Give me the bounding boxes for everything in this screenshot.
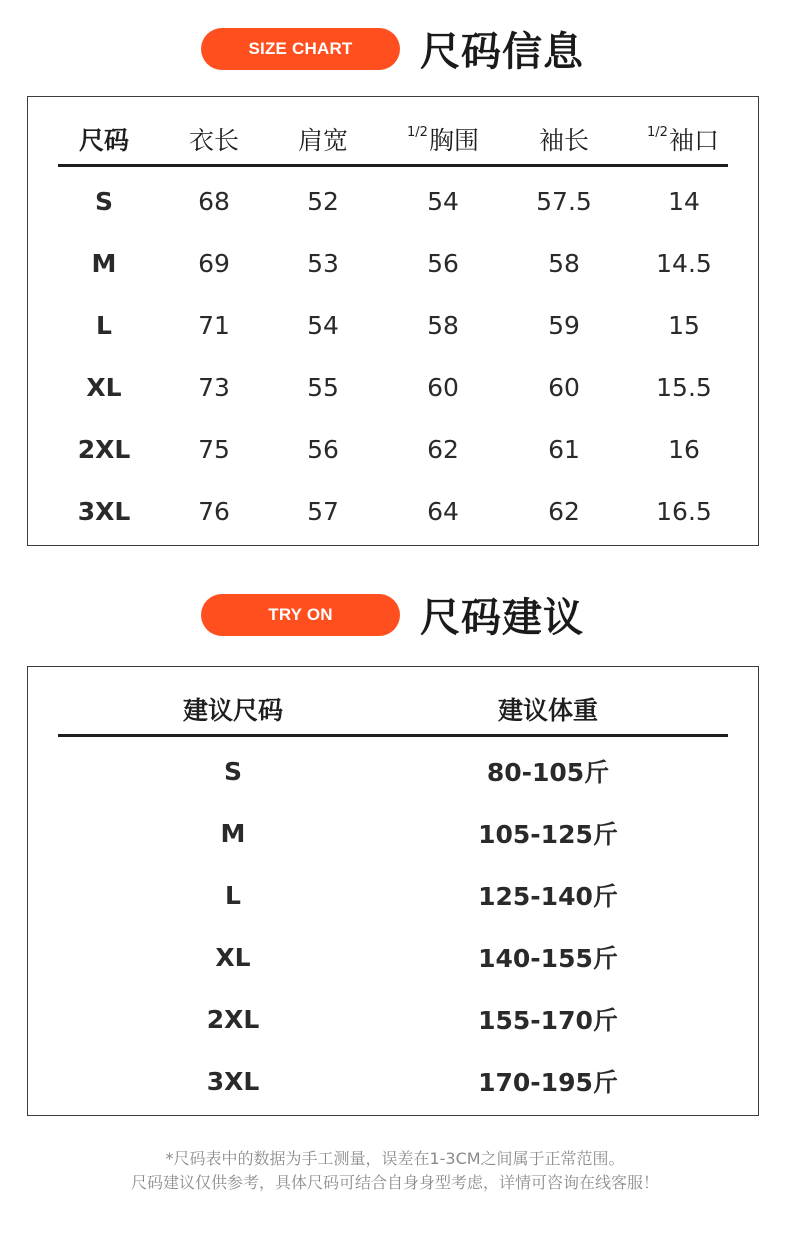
size-cell: M (220, 818, 246, 848)
table-row (58, 294, 728, 356)
chest-cell: 60 (427, 372, 459, 402)
length-cell: 71 (198, 310, 230, 340)
cuff-cell: 14.5 (656, 248, 712, 278)
cuff-cell: 16.5 (656, 496, 712, 526)
shoulder-cell: 57 (307, 496, 339, 526)
col-header-shoulder: 肩宽 (297, 126, 348, 155)
weight-cell: 155-170斤 (478, 1006, 618, 1035)
cuff-cell: 15 (668, 310, 700, 340)
size-cell: L (225, 880, 241, 910)
shoulder-cell: 54 (307, 310, 339, 340)
cuff-cell: 16 (668, 434, 700, 464)
header-divider (58, 734, 728, 737)
try-on-header (0, 592, 790, 642)
shoulder-cell: 52 (307, 186, 339, 216)
header-divider (58, 164, 728, 167)
table-row (58, 740, 728, 802)
sleeve-cell: 58 (548, 248, 580, 278)
length-cell: 75 (198, 434, 230, 464)
size-cell: XL (86, 372, 122, 402)
size-cell: S (223, 756, 242, 786)
weight-cell: 125-140斤 (478, 882, 618, 911)
chest-cell: 56 (427, 248, 459, 278)
sleeve-cell: 59 (548, 310, 580, 340)
col-header-size: 尺码 (78, 126, 129, 155)
shoulder-cell: 53 (307, 248, 339, 278)
shoulder-cell: 56 (307, 434, 339, 464)
chest-cell: 62 (427, 434, 459, 464)
weight-cell: 105-125斤 (478, 820, 618, 849)
size-chart-header-row (58, 105, 728, 173)
table-row (58, 418, 728, 480)
size-cell: S (94, 186, 113, 216)
col-header-sleeve: 袖长 (538, 126, 589, 155)
size-cell: 3XL (206, 1066, 260, 1096)
sleeve-cell: 57.5 (536, 186, 592, 216)
cuff-cell: 15.5 (656, 372, 712, 402)
shoulder-cell: 55 (307, 372, 339, 402)
col-header-cuff (628, 105, 738, 173)
col-header-length: 衣长 (188, 126, 239, 155)
sleeve-cell: 62 (548, 496, 580, 526)
table-row (58, 802, 728, 864)
size-cell: 2XL (206, 1004, 260, 1034)
weight-cell: 80-105斤 (486, 758, 610, 787)
try-on-badge: TRY ON (201, 594, 400, 636)
size-chart-header (0, 26, 790, 76)
half-mark: 1/2 (647, 124, 668, 140)
sleeve-cell: 60 (548, 372, 580, 402)
size-chart-title: 尺码信息 (420, 29, 584, 75)
table-row (58, 1050, 728, 1112)
weight-cell: 170-195斤 (478, 1068, 618, 1097)
size-cell: 2XL (77, 434, 131, 464)
cuff-cell: 14 (668, 186, 700, 216)
col-header-cuff-label: 袖口 (668, 126, 719, 155)
measurement-note: *尺码表中的数据为手工测量，误差在1-3CM之间属于正常范围。 (165, 1149, 625, 1168)
size-cell: XL (215, 942, 251, 972)
recommendation-header-row (58, 675, 728, 743)
table-row (58, 170, 728, 232)
sleeve-cell: 61 (548, 434, 580, 464)
table-row (58, 988, 728, 1050)
half-mark: 1/2 (407, 124, 428, 140)
try-on-title: 尺码建议 (420, 595, 584, 641)
table-row (58, 480, 728, 542)
table-row (58, 926, 728, 988)
size-chart-badge: SIZE CHART (201, 28, 400, 70)
size-cell: M (91, 248, 117, 278)
length-cell: 69 (198, 248, 230, 278)
col-header-chest (388, 105, 498, 173)
col-header-chest-label: 胸围 (428, 126, 479, 155)
table-row (58, 864, 728, 926)
table-row (58, 232, 728, 294)
col-header-recommended-weight: 建议体重 (497, 696, 598, 725)
weight-cell: 140-155斤 (478, 944, 618, 973)
size-recommendation-table (27, 666, 759, 1116)
chest-cell: 58 (427, 310, 459, 340)
length-cell: 68 (198, 186, 230, 216)
length-cell: 73 (198, 372, 230, 402)
col-header-recommended-size: 建议尺码 (182, 696, 283, 725)
advice-note: 尺码建议仅供参考，具体尺码可结合自身身型考虑，详情可咨询在线客服！ (130, 1173, 659, 1192)
size-cell: L (96, 310, 112, 340)
length-cell: 76 (198, 496, 230, 526)
size-chart-table (27, 96, 759, 546)
chest-cell: 54 (427, 186, 459, 216)
size-cell: 3XL (77, 496, 131, 526)
table-row (58, 356, 728, 418)
chest-cell: 64 (427, 496, 459, 526)
